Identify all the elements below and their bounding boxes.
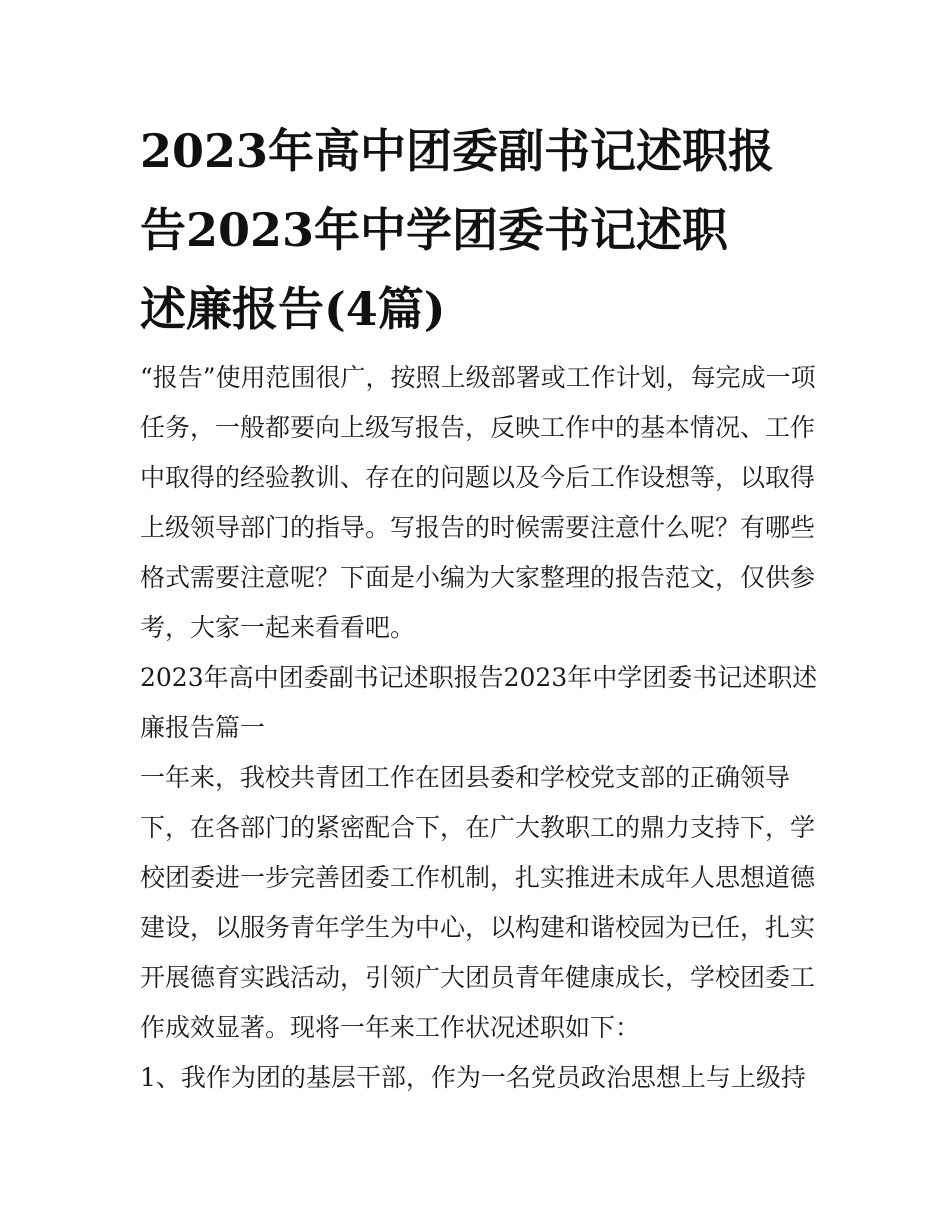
document-title: [140, 112, 820, 349]
text-line: 建设，以服务青年学生为中心，以构建和谐校园为已任，扎实: [140, 913, 816, 942]
text-line: 任务，一般都要向上级写报告，反映工作中的基本情况、工作: [140, 413, 816, 442]
text-line: 开展德育实践活动，引领广大团员青年健康成长，学校团委工: [140, 963, 816, 992]
title-line: 2023年高中团委副书记述职报: [140, 124, 775, 178]
text-line: 中取得的经验教训、存在的问题以及今后工作设想等，以取得: [140, 463, 816, 492]
document-body: [140, 353, 820, 1103]
title-line: 述廉报告(4篇): [140, 282, 446, 336]
body-paragraph: [140, 753, 820, 1053]
text-line: 廉报告篇一: [140, 713, 266, 742]
numbered-item: [140, 1053, 820, 1103]
text-line: 格式需要注意呢？下面是小编为大家整理的报告范文，仅供参: [140, 563, 816, 592]
text-line: 考，大家一起来看看吧。: [140, 613, 416, 642]
title-line: 告2023年中学团委书记述职: [140, 203, 729, 257]
text-line: 作成效显著。现将一年来工作状况述职如下：: [140, 1013, 641, 1042]
text-line: 一年来，我校共青团工作在团县委和学校党支部的正确领导: [140, 763, 791, 792]
text-line: 下，在各部门的紧密配合下，在广大教职工的鼎力支持下，学: [140, 813, 816, 842]
text-line: “报告”使用范围很广，按照上级部署或工作计划，每完成一项: [140, 363, 816, 392]
intro-paragraph: [140, 353, 820, 653]
text-line: 2023年高中团委副书记述职报告2023年中学团委书记述职述: [140, 663, 818, 692]
text-line: 1、我作为团的基层干部，作为一名党员政治思想上与上级持: [140, 1063, 806, 1092]
text-line: 上级领导部门的指导。写报告的时候需要注意什么呢？有哪些: [140, 513, 816, 542]
document-content: [140, 112, 820, 1103]
text-line: 校团委进一步完善团委工作机制，扎实推进未成年人思想道德: [140, 863, 816, 892]
section-heading: [140, 653, 820, 753]
